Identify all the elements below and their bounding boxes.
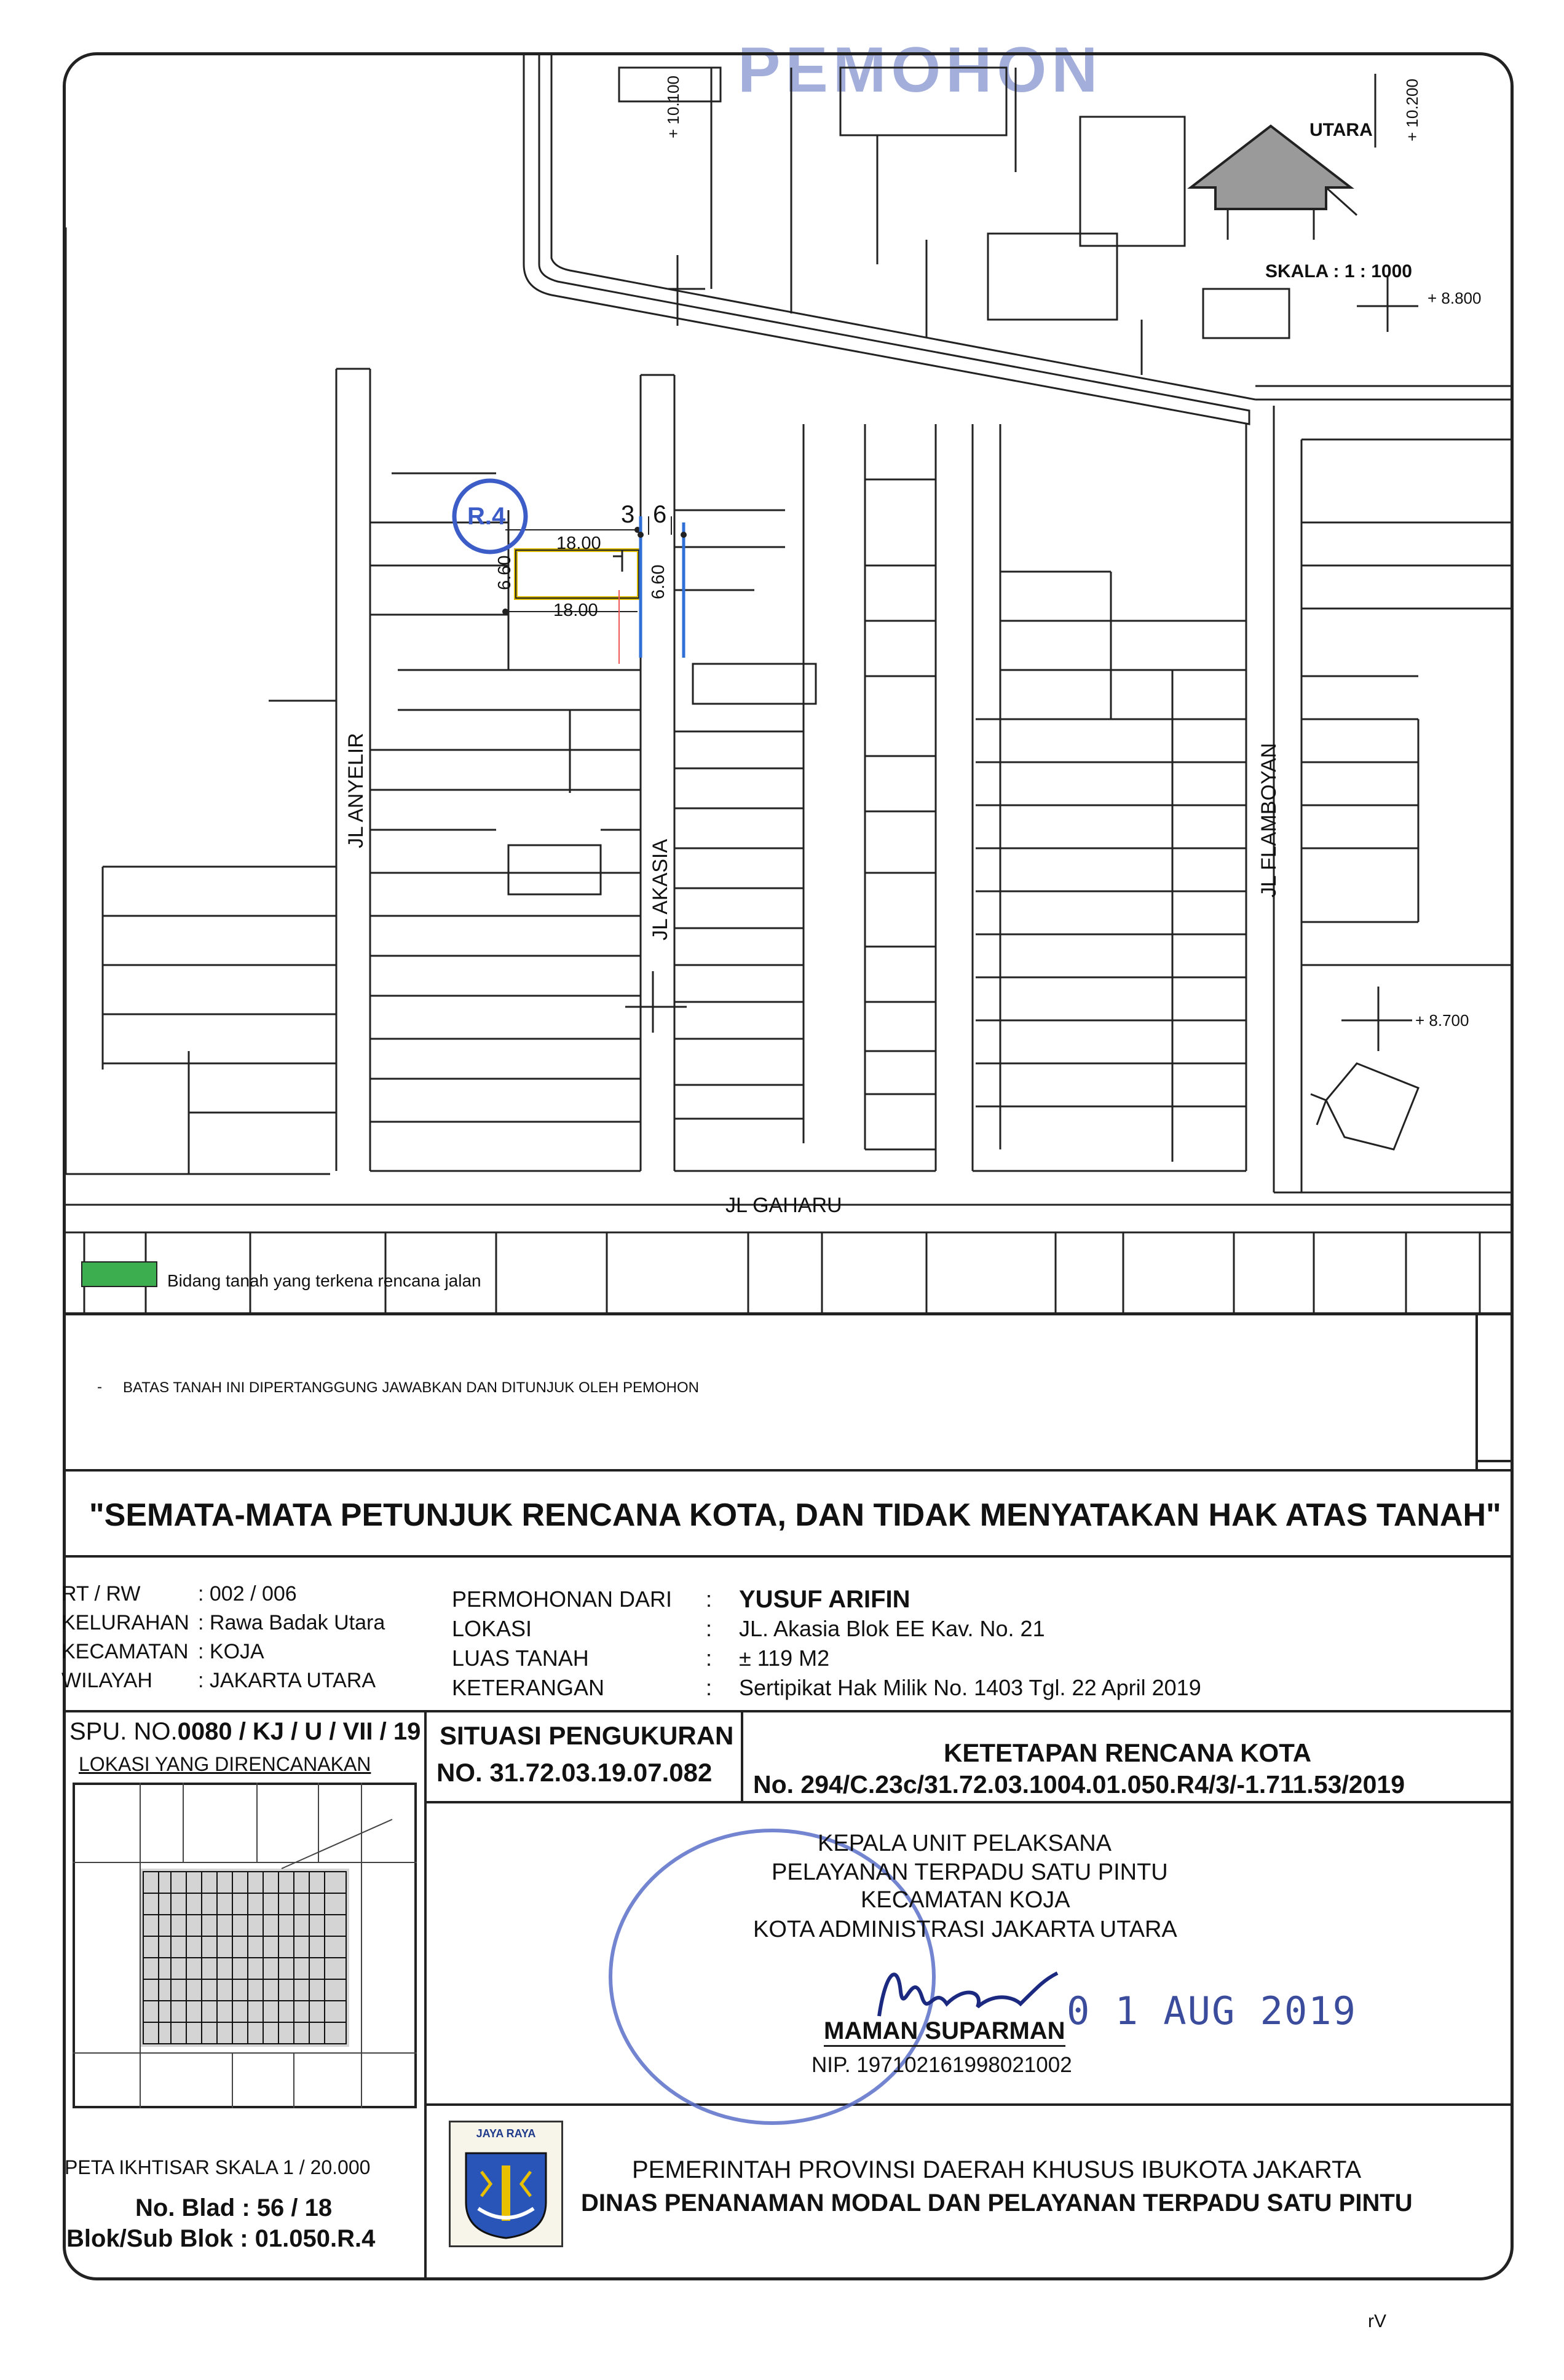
footer-line-1: PEMERINTAH PROVINSI DAERAH KHUSUS IBUKOTA JAKARTA [632,2156,1362,2183]
corner-mark: rV [1368,2311,1386,2331]
site-map [66,55,1511,1315]
legend-label: Bidang tanah yang terkena rencana jalan [167,1271,481,1290]
colon: : [706,1586,713,1612]
sub-block: Blok/Sub Blok : 01.050.R.4 [66,2225,376,2252]
applicant-values [739,1585,1201,1703]
divider [424,1710,427,2279]
certificate-note: Sertipikat Hak Milik No. 1403 Tgl. 22 April 2019 [739,1675,1201,1700]
parcel-dim-right: 6.60 [649,564,668,599]
official-line-1: KEPALA UNIT PELAKSANA [818,1830,1112,1856]
divider [65,1710,1512,1712]
situasi-value: NO. 31.72.03.19.07.082 [436,1758,713,1787]
spu-label: SPU. NO. [69,1718,178,1745]
permohonan-label: PERMOHONAN DARI [452,1586,673,1612]
divider [65,1312,1512,1315]
parcel-dim-top: 18.00 [556,534,601,553]
divider [65,1469,1512,1472]
wilayah-value: : JAKARTA UTARA [198,1669,376,1692]
footer-line-2: DINAS PENANAMAN MODAL DAN PELAYANAN TERPADU SATU PINTU [581,2189,1413,2216]
applicant-location: JL. Akasia Blok EE Kav. No. 21 [739,1616,1045,1641]
street-label-akasia: JL AKASIA [649,838,672,940]
north-arrow-icon [1191,126,1357,240]
rt-rw-label: RT / RW [61,1582,141,1606]
official-nip: NIP. 197102161998021002 [812,2053,1072,2077]
applicant-name: YUSUF ARIFIN [739,1586,910,1613]
road-width-b: 6 [653,501,667,528]
overview-map [73,1783,417,2108]
elevation-label-1: + 10.100 [664,76,682,138]
kelurahan-label: KELURAHAN [61,1611,189,1634]
situasi-label: SITUASI PENGUKURAN [440,1721,734,1750]
elevation-label-2: + 10.200 [1403,79,1421,141]
block-label: R.4 [467,503,506,530]
location-labels [61,1580,189,1695]
jakarta-logo-icon [449,2121,563,2247]
keterangan-label: KETERANGAN [452,1675,605,1700]
parcel-dim-left: 6.60 [495,555,515,590]
colon: : [706,1675,713,1700]
divider [741,1710,743,1802]
land-area: ± 119 M2 [739,1645,830,1671]
spu-value: 0080 / KJ / U / VII / 19 [177,1718,421,1745]
elevation-label-3: + 8.800 [1428,289,1482,307]
kelurahan-value: : Rawa Badak Utara [198,1611,385,1634]
elevation-label-4: + 8.700 [1415,1011,1469,1030]
road-width-a: 3 [621,501,635,528]
lokasi-label: LOKASI [452,1616,532,1641]
official-line-2: PELAYANAN TERPADU SATU PINTU [772,1859,1168,1885]
blad-number: No. Blad : 56 / 18 [135,2194,333,2221]
official-line-3: KECAMATAN KOJA [861,1887,1070,1913]
disclaimer: "SEMATA-MATA PETUNJUK RENCANA KOTA, DAN TIDAK MENYATAKAN HAK ATAS TANAH" [89,1497,1501,1533]
date-stamp: 0 1 AUG 2019 [1067,1988,1357,2033]
overview-label: PETA IKHTISAR SKALA 1 / 20.000 [65,2156,371,2178]
divider [1475,1312,1478,1469]
divider [1475,1460,1512,1462]
ketetapan-value: No. 294/C.23c/31.72.03.1004.01.050.R4/3/-1.711.53/2019 [753,1770,1405,1799]
applicant-colons [706,1585,712,1703]
wilayah-label: WILAYAH [61,1669,152,1692]
spu-number [69,1718,421,1746]
divider [424,1801,1512,1803]
ketetapan-label: KETETAPAN RENCANA KOTA [944,1738,1312,1767]
kecamatan-value: : KOJA [198,1640,264,1663]
colon: : [706,1645,713,1671]
boundary-note: BATAS TANAH INI DIPERTANGGUNG JAWABKAN DAN DITUNJUK OLEH PEMOHON [123,1379,700,1396]
official-name: MAMAN SUPARMAN [824,2017,1065,2047]
applicant-stamp-text: PEMOHON [738,34,1103,106]
location-values [198,1580,385,1695]
luas-label: LUAS TANAH [452,1645,589,1671]
map-scale: SKALA : 1 : 1000 [1265,261,1412,282]
rt-rw-value: : 002 / 006 [198,1582,297,1606]
street-label-flamboyan: JL FLAMBOYAN [1257,743,1281,897]
kecamatan-label: KECAMATAN [61,1640,189,1663]
note-dash: - [97,1379,102,1395]
north-label: UTARA [1309,120,1373,140]
parcel-dim-bottom: 18.00 [553,601,598,620]
applicant-labels [452,1585,672,1703]
street-label-anyelir: JL ANYELIR [344,733,368,848]
street-label-gaharu: JL GAHARU [725,1194,842,1217]
colon: : [706,1616,713,1641]
divider [424,2103,1512,2106]
divider [65,1555,1512,1558]
official-line-4: KOTA ADMINISTRASI JAKARTA UTARA [753,1917,1177,1942]
logo-text: JAYA RAYA [476,2127,536,2140]
spu-sublabel: LOKASI YANG DIRENCANAKAN [79,1753,371,1775]
legend-swatch [81,1261,157,1287]
